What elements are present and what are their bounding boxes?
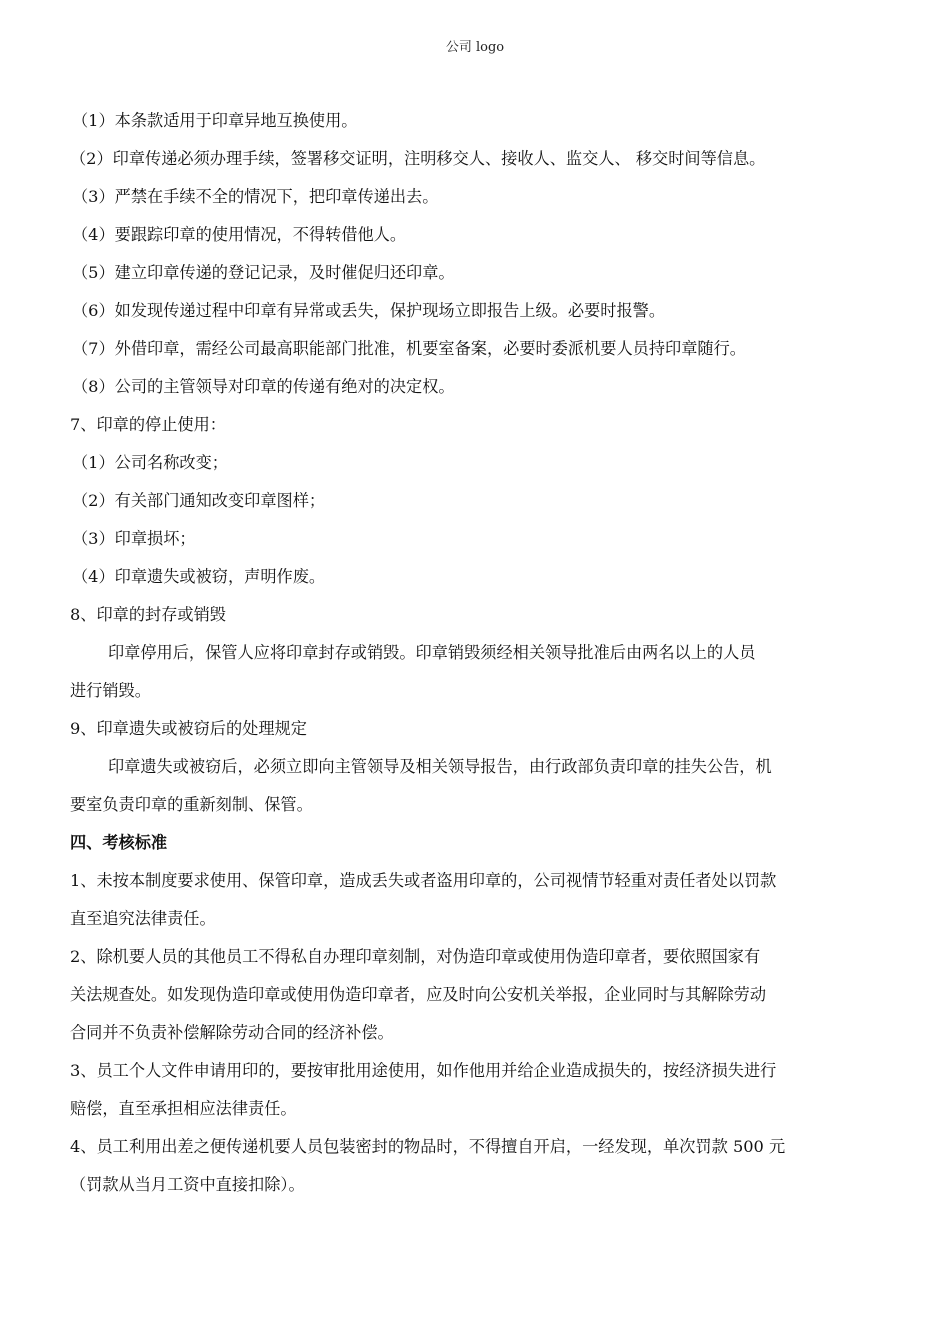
- document-body: [70, 102, 876, 1204]
- paragraph-line: 3、员工个人文件申请用印的，要按审批用途使用，如作他用并给企业造成损失的，按经济损失进行: [70, 1061, 777, 1080]
- paragraph-line: 印章遗失或被窃后，必须立即向主管领导及相关领导报告，由行政部负责印章的挂失公告，机: [108, 757, 772, 776]
- section-heading-7: 7、印章的停止使用：: [70, 415, 226, 434]
- clause-line: （3）严禁在手续不全的情况下，把印章传递出去。: [72, 187, 439, 206]
- section-heading-assessment: 四、考核标准: [70, 833, 168, 852]
- paragraph-line: （罚款从当月工资中直接扣除）。: [70, 1175, 305, 1194]
- paragraph-line: 合同并不负责补偿解除劳动合同的经济补偿。: [70, 1023, 394, 1042]
- clause-line: （1）本条款适用于印章异地互换使用。: [72, 111, 358, 130]
- paragraph-line: 直至追究法律责任。: [70, 909, 216, 928]
- paragraph-line: 4、员工利用出差之便传递机要人员包装密封的物品时，不得擅自开启，一经发现，单次罚款 500 元: [70, 1137, 786, 1156]
- paragraph-line: 进行销毁。: [70, 681, 151, 700]
- clause-line: （2）有关部门通知改变印章图样；: [72, 491, 326, 510]
- section-heading-8: 8、印章的封存或销毁: [70, 605, 226, 624]
- clause-line: （2）印章传递必须办理手续，签署移交证明，注明移交人、接收人、监交人、 移交时间等信息。: [70, 149, 766, 168]
- clause-line: （6）如发现传递过程中印章有异常或丢失，保护现场立即报告上级。必要时报警。: [72, 301, 666, 320]
- clause-line: （1）公司名称改变；: [72, 453, 228, 472]
- clause-line: （4）要跟踪印章的使用情况，不得转借他人。: [72, 225, 407, 244]
- company-logo-header: 公司 logo: [445, 40, 505, 55]
- clause-line: （5）建立印章传递的登记记录，及时催促归还印章。: [72, 263, 455, 282]
- clause-line: （3）印章损坏；: [72, 529, 196, 548]
- paragraph-line: 2、除机要人员的其他员工不得私自办理印章刻制，对伪造印章或使用伪造印章者，要依照国家有: [70, 947, 761, 966]
- paragraph-line: 印章停用后，保管人应将印章封存或销毁。印章销毁须经相关领导批准后由两名以上的人员: [108, 643, 756, 662]
- paragraph-line: 赔偿，直至承担相应法律责任。: [70, 1099, 297, 1118]
- clause-line: （7）外借印章，需经公司最高职能部门批准，机要室备案，必要时委派机要人员持印章随行。: [72, 339, 746, 358]
- clause-line: （8）公司的主管领导对印章的传递有绝对的决定权。: [72, 377, 455, 396]
- paragraph-line: 关法规查处。如发现伪造印章或使用伪造印章者，应及时向公安机关举报，企业同时与其解除劳动: [70, 985, 767, 1004]
- paragraph-line: 1、未按本制度要求使用、保管印章，造成丢失或者盗用印章的，公司视情节轻重对责任者处以罚款: [70, 871, 777, 890]
- clause-line: （4）印章遗失或被窃，声明作废。: [72, 567, 326, 586]
- section-heading-9: 9、印章遗失或被窃后的处理规定: [70, 719, 307, 738]
- paragraph-line: 要室负责印章的重新刻制、保管。: [70, 795, 313, 814]
